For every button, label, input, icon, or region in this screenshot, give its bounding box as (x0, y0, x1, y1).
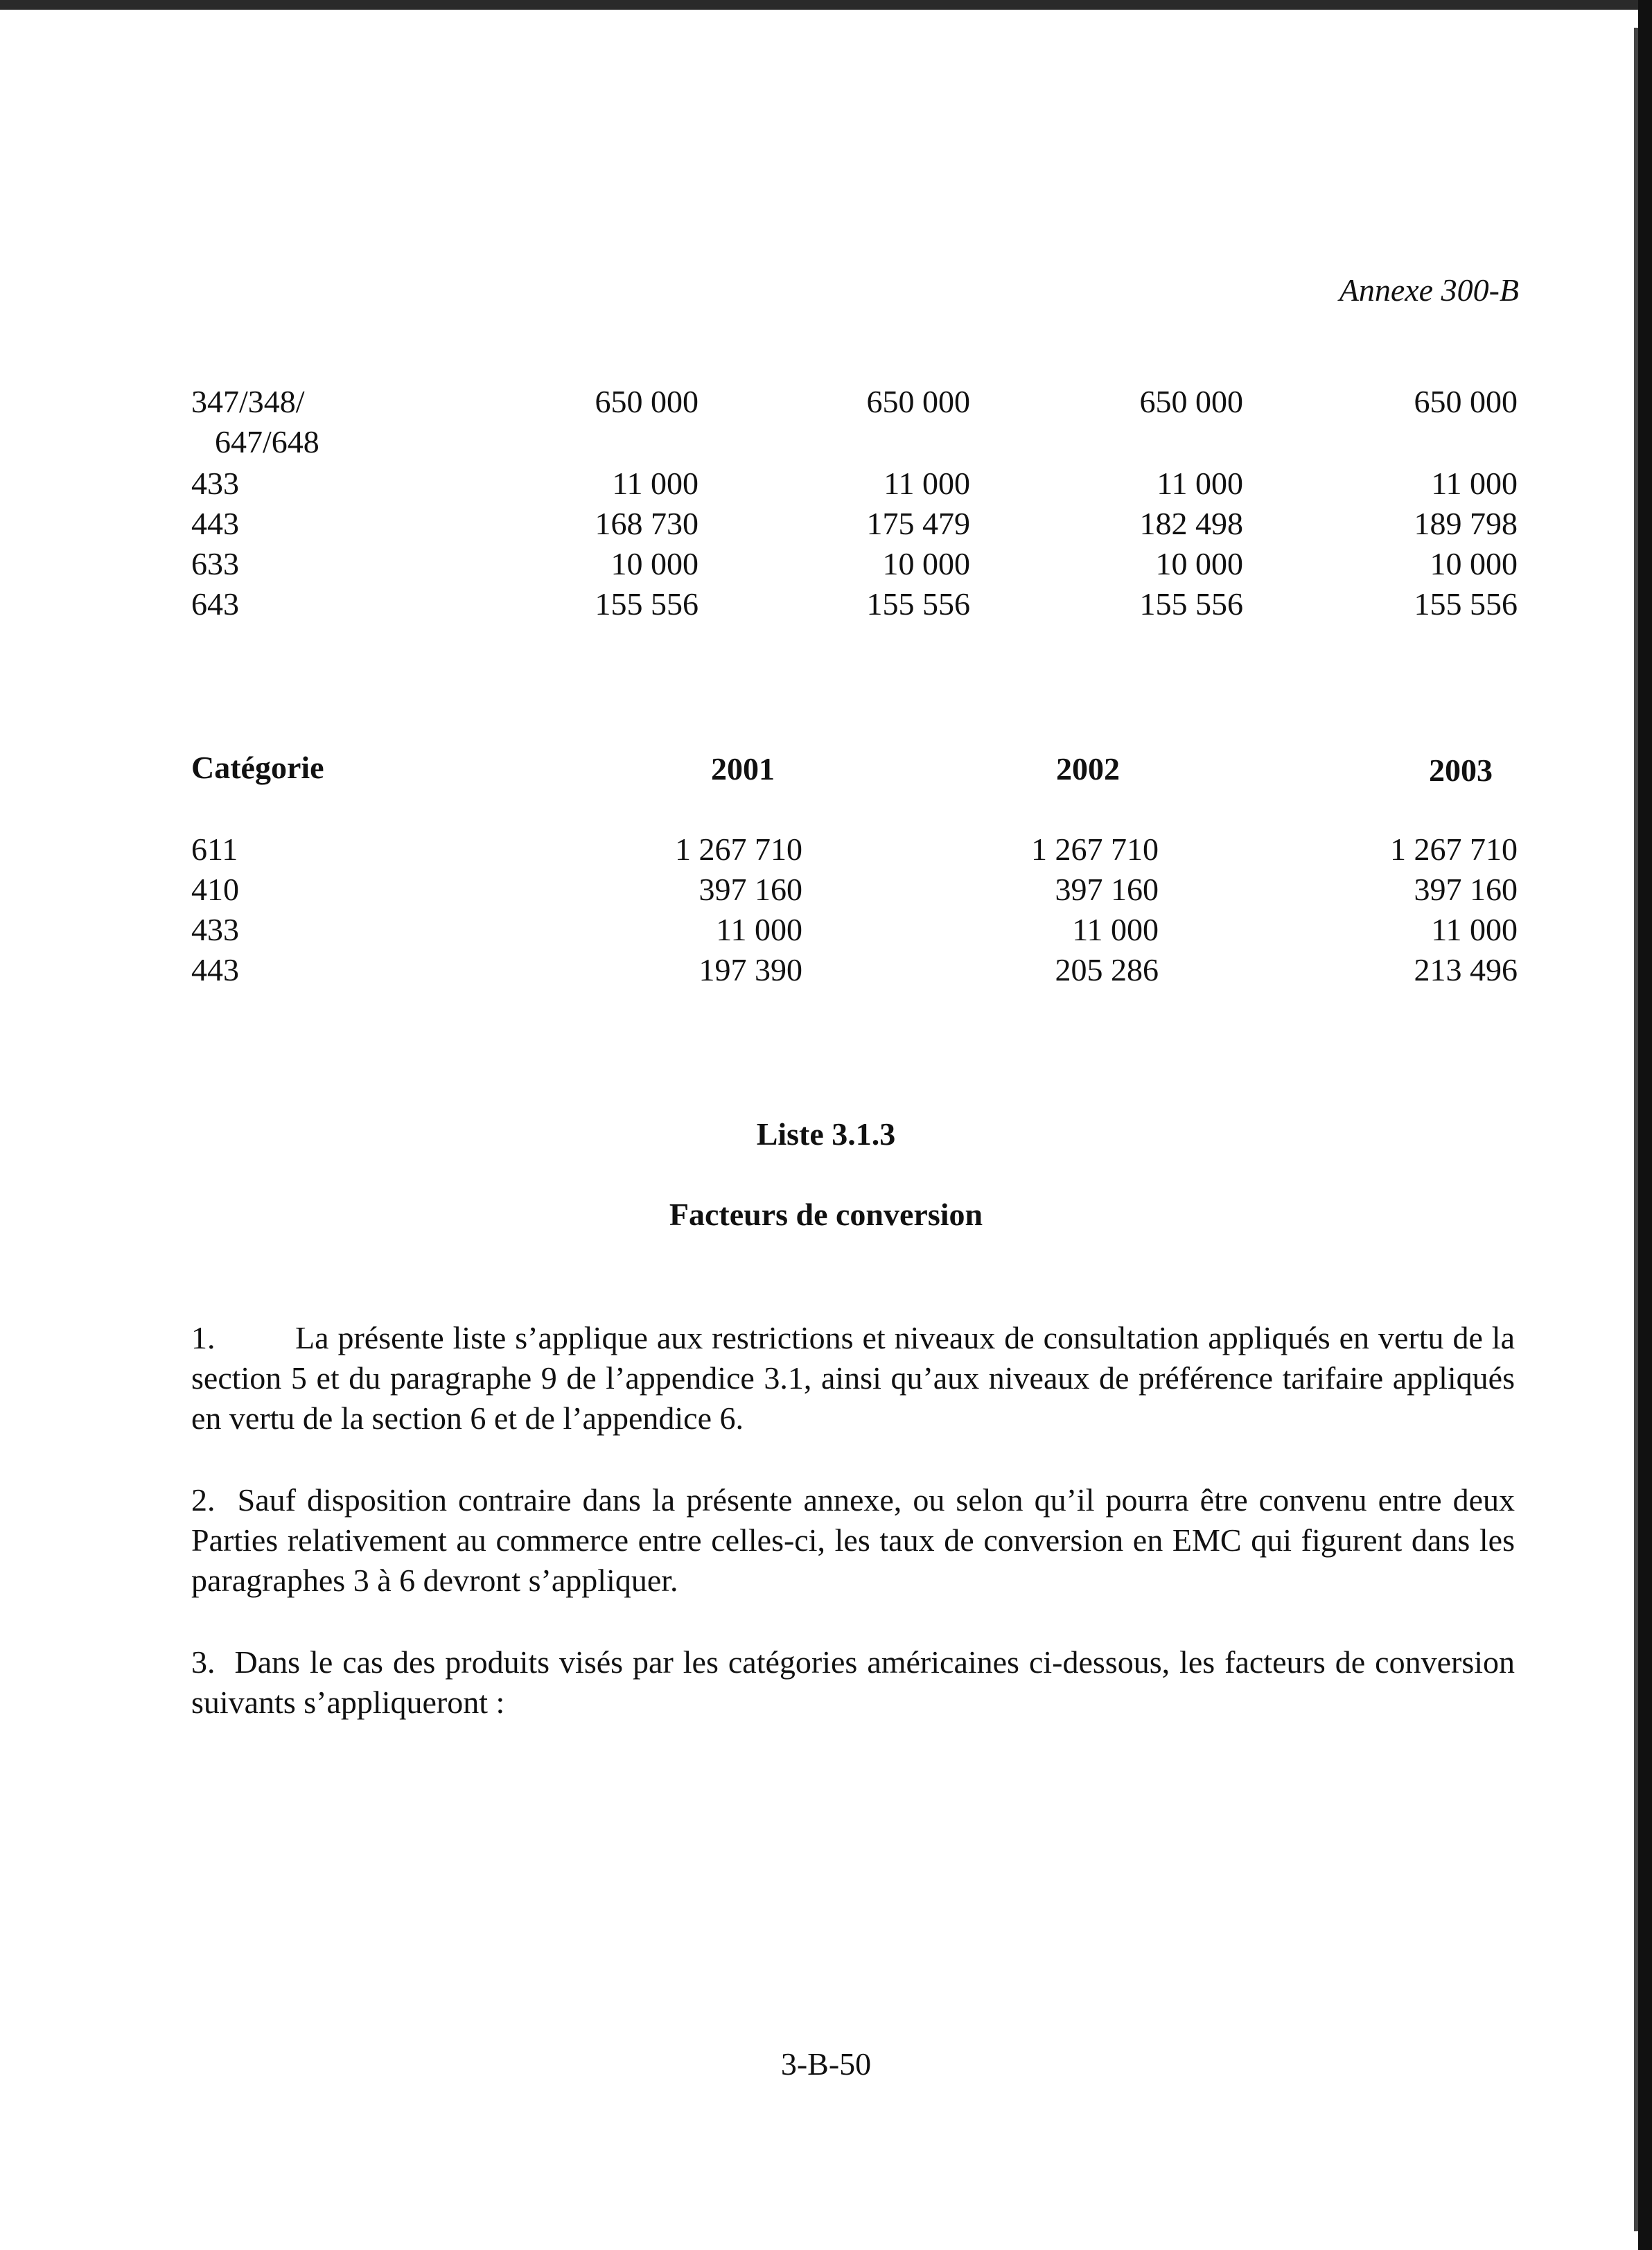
table1-cell: 175 479 (866, 506, 970, 541)
table1-cell: 10 000 (610, 546, 698, 581)
table1-cell: 168 730 (595, 506, 698, 541)
table2-category: 611 (191, 832, 238, 867)
paragraph-text: Dans le cas des produits visés par les catégories américaines ci-dessous, les facteurs de conversion suivants s’appliqueront : (191, 1644, 1515, 1720)
table1-cell: 182 498 (1139, 506, 1243, 541)
table1-category: 443 (191, 506, 239, 541)
paragraph-2 (191, 1480, 1515, 1601)
table1-category: 433 (191, 466, 239, 501)
table1-category: 643 (191, 586, 239, 622)
paragraph-number: 1. (191, 1320, 216, 1355)
table2-cell: 1 267 710 (1031, 832, 1159, 867)
table1-category: 633 (191, 546, 239, 581)
table2-category: 410 (191, 872, 239, 907)
table2-cell: 11 000 (1072, 912, 1159, 947)
page-number: 3-B-50 (780, 2046, 872, 2082)
table2-cell: 397 160 (1414, 872, 1518, 907)
table2-cell: 213 496 (1414, 952, 1518, 987)
table1-cell: 11 000 (612, 466, 698, 501)
running-head: Annexe 300-B (1339, 272, 1519, 308)
paragraph-number: 2. (191, 1482, 216, 1518)
table2-header-category: Catégorie (191, 750, 324, 785)
table2-cell: 1 267 710 (1390, 832, 1518, 867)
paragraph-number: 3. (191, 1644, 216, 1680)
table2-header-year: 2002 (1056, 751, 1120, 786)
table2-cell: 11 000 (716, 912, 802, 947)
scan-top-border (0, 0, 1652, 10)
table1-cell: 10 000 (1430, 546, 1518, 581)
table1-cell: 650 000 (595, 384, 698, 419)
paragraph-3 (191, 1642, 1515, 1723)
table1-cell: 11 000 (1157, 466, 1243, 501)
section-subtitle: Facteurs de conversion (669, 1197, 983, 1232)
table2-cell: 205 286 (1055, 952, 1159, 987)
table2-header-year: 2003 (1429, 753, 1493, 788)
table1-cell: 650 000 (1139, 384, 1243, 419)
table1-cell: 155 556 (866, 586, 970, 622)
table2-category: 443 (191, 952, 239, 987)
section-title: Liste 3.1.3 (756, 1116, 896, 1152)
table2-cell: 397 160 (698, 872, 802, 907)
table2-cell: 197 390 (698, 952, 802, 987)
table1-cell: 11 000 (1431, 466, 1518, 501)
paragraph-text: Sauf disposition contraire dans la présente annexe, ou selon qu’il pourra être convenu entre deux Parties relativement au commerce entre celles-ci, les taux de conversion en EMC qui figurent dans les paragraphes 3 à 6 devront s’appliquer. (191, 1482, 1515, 1598)
table1-cell: 155 556 (1139, 586, 1243, 622)
paragraph-1 (191, 1318, 1515, 1439)
table2-cell: 11 000 (1431, 912, 1518, 947)
table1-cell: 650 000 (866, 384, 970, 419)
table1-cell: 650 000 (1414, 384, 1518, 419)
table2-cell: 1 267 710 (675, 832, 802, 867)
table2-category: 433 (191, 912, 239, 947)
table1-cell: 11 000 (884, 466, 970, 501)
table1-category-cont: 647/648 (215, 424, 319, 459)
table1-cell: 155 556 (595, 586, 698, 622)
table1-cell: 10 000 (1155, 546, 1243, 581)
table1-cell: 10 000 (882, 546, 970, 581)
table1-cell: 189 798 (1414, 506, 1518, 541)
table1-cell: 155 556 (1414, 586, 1518, 622)
table1-category: 347/348/ (191, 384, 305, 419)
table2-cell: 397 160 (1055, 872, 1159, 907)
table2-header-year: 2001 (711, 751, 775, 786)
paragraph-text: La présente liste s’applique aux restrictions et niveaux de consultation appliqués en vertu de la section 5 et du paragraphe 9 de l’appendice 3.1, ainsi qu’aux niveaux de préférence tarifaire appliqués en vertu de la section 6 et de l’appendice 6. (191, 1320, 1515, 1436)
